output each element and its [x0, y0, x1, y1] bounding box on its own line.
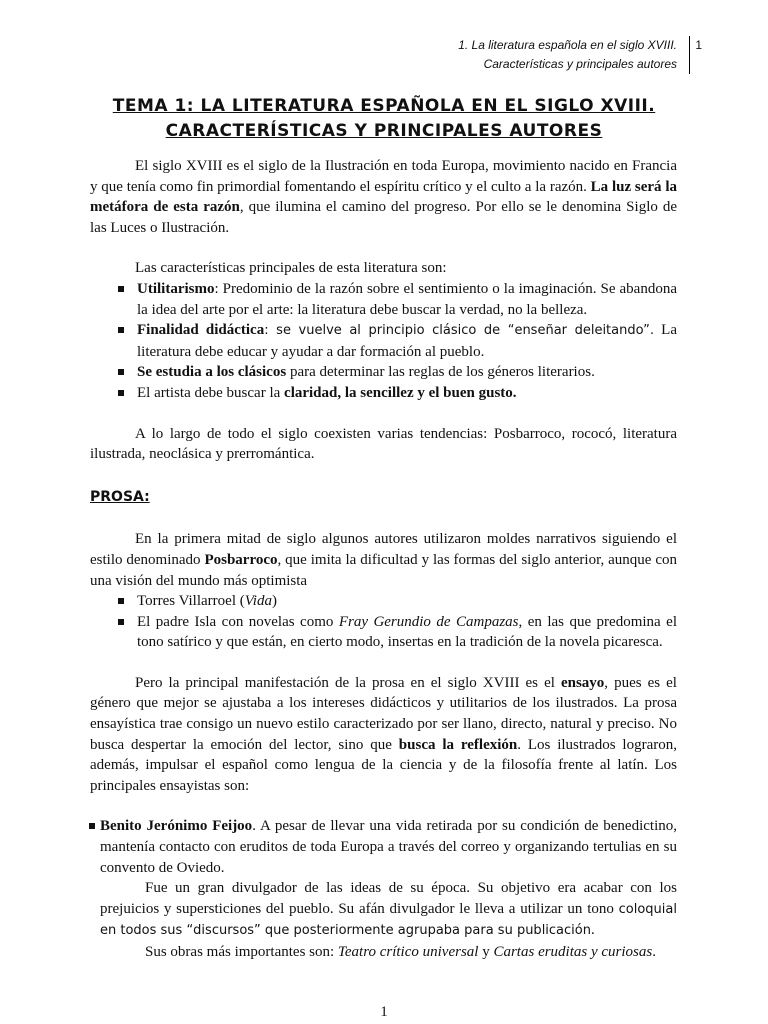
intro-paragraph [90, 156, 677, 238]
p-text: , que imita la dificultad y las formas del siglo anterior, aunque con una visión del mundo más optimista [90, 551, 677, 589]
item-bold: Finalidad didáctica [137, 322, 265, 339]
p-bold: ensayo [560, 674, 605, 691]
p-text: . [590, 922, 595, 939]
running-header [458, 36, 690, 74]
intro-bold: La luz será la metáfora de esta razón [90, 178, 677, 216]
item-text: El artista debe buscar la [137, 384, 285, 401]
p-text: Fue un gran divulgador de las ideas de su época. Su objetivo era acabar con los prejuicios y supersticiones del pueblo. Su afán divulgador le lleva a utilizar un tono [100, 880, 677, 917]
p-text: , pues es el género que mejor se ajustaba a los intereses didácticos y utilitarios de los ilustrados. La prosa ensayística trae consigo un nuevo estilo caracterizado por ser llano, directo, natural y preciso. No busca despertar la emoción del lector, sino que [90, 674, 677, 753]
item-text: : Predominio de la razón sobre el sentimiento o la imaginación. Se abandona la idea del arte por el arte: la literatura debe buscar la verdad, no la belleza. [137, 280, 677, 318]
list-item [137, 383, 677, 404]
header-page-number: 1 [695, 38, 702, 52]
prosa-paragraph-2 [90, 673, 677, 797]
item-text: ) [271, 593, 277, 610]
item-bold: Utilitarismo [137, 280, 215, 297]
intro-text-end: , que ilumina el camino del progreso. Por ello se le denomina Siglo de las Luces o Ilustración. [90, 199, 677, 236]
work-title: Teatro crítico universal [337, 944, 479, 960]
posbarroco-list [90, 591, 677, 653]
item-text: El padre Isla con novelas como [137, 613, 339, 630]
feijoo-entry [90, 816, 677, 878]
item-bold: claridad, la sencillez y el buen gusto. [284, 384, 517, 401]
item-text-sans: : se vuelve al principio clásico de “enseñar deleitando”. [264, 323, 654, 339]
p-text: Sus obras más importantes son: [145, 944, 338, 960]
list-item [137, 612, 677, 653]
tendencies-paragraph: A lo largo de todo el siglo coexisten varias tendencias: Posbarroco, rococó, literatura ilustrada, neoclásica y prerromántica. [90, 425, 677, 463]
p-text: . A pesar de llevar una vida retirada por su condición de benedictino, mantenía contacto con eruditos de toda Europa a través del correo y organizando tertulias en su convento de Oviedo. [100, 818, 677, 876]
p-text: . Los ilustrados lograron, además, impulsar el español como lengua de la ciencia y de la filosofía frente al latín. Los principales ensayistas son: [90, 736, 677, 794]
p-text: y [478, 944, 494, 960]
item-text: para determinar las reglas de los géneros literarios. [286, 364, 595, 381]
page-title [0, 94, 768, 144]
p-text: Pero la principal manifestación de la prosa en el siglo XVIII es el [135, 674, 561, 691]
item-bold: Se estudia a los clásicos [137, 364, 287, 381]
author-name: Benito Jerónimo Feijoo [100, 818, 253, 835]
work-title: Cartas eruditas y curiosas [493, 944, 653, 960]
feijoo-paragraph-2 [90, 878, 677, 942]
section-heading-prosa: PROSA: [90, 488, 150, 505]
item-text: , en las que predomina el tono satírico y que están, en cierto modo, insertas en la tradición de la novela picaresca. [137, 613, 677, 651]
p-text-sans: coloquial en todos sus “discursos” que posteriormente agrupaba para su publicación [100, 901, 677, 939]
characteristics-list [90, 279, 677, 404]
header-line-2: Características y principales autores [483, 57, 677, 71]
intro-text: El siglo XVIII es el siglo de la Ilustración en toda Europa, movimiento nacido en Francia y que tenía como fin primordial fomentando el espíritu crítico y el culto a la razón. [90, 158, 677, 195]
characteristics-lead: Las características principales de esta literatura son: [135, 260, 447, 277]
document-body [90, 156, 677, 963]
title-line-1: TEMA 1: LA LITERATURA ESPAÑOLA EN EL SIGLO XVIII. [112, 96, 656, 116]
prosa-paragraph-1 [90, 529, 677, 591]
p-text: En la primera mitad de siglo algunos autores utilizaron moldes narrativos siguiendo el estilo denominado [90, 531, 677, 568]
item-italic: Fray Gerundio de Campazas [338, 613, 519, 630]
item-italic: Vida [244, 593, 272, 610]
item-text: La literatura debe educar y ayudar a dar formación al pueblo. [137, 322, 677, 360]
p-bold: busca la reflexión [398, 736, 518, 753]
list-item [137, 362, 677, 383]
header-line-1: 1. La literatura española en el siglo XVIII. [458, 38, 677, 52]
item-text: Torres Villarroel ( [137, 593, 245, 610]
title-line-2: CARACTERÍSTICAS Y PRINCIPALES AUTORES [165, 121, 603, 141]
p-text: . [652, 944, 656, 960]
list-item [137, 320, 677, 362]
p-bold: Posbarroco [204, 551, 278, 568]
list-item [137, 591, 677, 612]
footer-page-number: 1 [380, 1004, 388, 1020]
feijoo-works [90, 942, 677, 963]
list-item [137, 279, 677, 320]
